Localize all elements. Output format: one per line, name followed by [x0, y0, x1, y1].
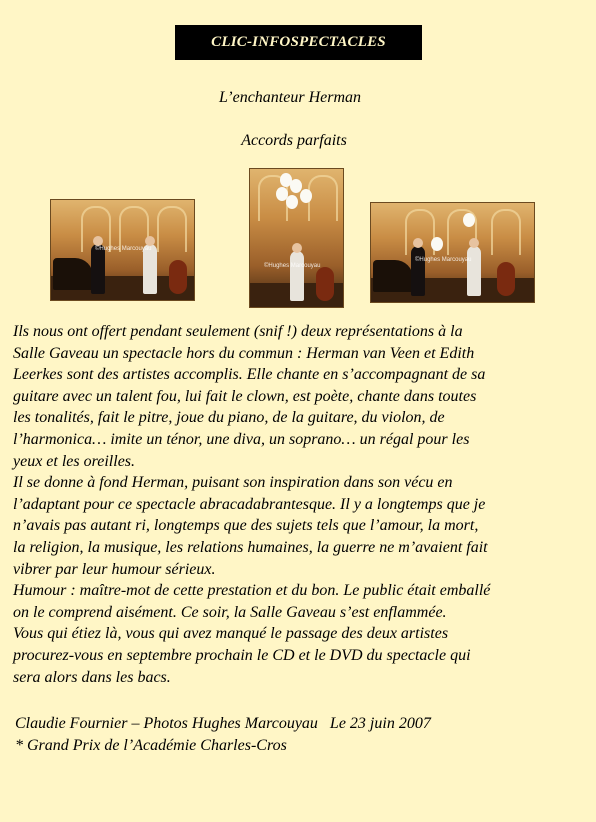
concert-photo-right: [370, 202, 535, 303]
article-line: n’avais pas autant ri, longtemps que des sujets tels que l’amour, la mort,: [13, 517, 479, 535]
article-title: L’enchanteur Herman: [218, 89, 362, 106]
concert-photo-center: [249, 168, 344, 308]
article-line: Ils nous ont offert pendant seulement (snif !) deux représentations à la: [13, 323, 463, 340]
concert-photo-left: [50, 199, 195, 301]
article-body: [13, 321, 593, 688]
article-line: Vous qui étiez là, vous qui avez manqué le passage des deux artistes: [13, 625, 449, 643]
article-line: Leerkes sont des artistes accomplis. Elle chante en s’accompagnant de sa: [13, 366, 486, 384]
article-line: guitare avec un talent fou, lui fait le clown, est poète, chante dans toutes: [13, 387, 477, 405]
article-footer: [15, 713, 595, 756]
article-subtitle: Accords parfaits: [241, 132, 347, 149]
article-line: procurez-vous en septembre prochain le CD et le DVD du spectacle qui: [13, 646, 471, 664]
author-credit: Claudie Fournier – Photos Hughes Marcouyau Le 23 juin 2007: [15, 715, 431, 732]
article-line: les tonalités, fait le pitre, joue du piano, de la guitare, du violon, de: [13, 409, 445, 427]
photo-watermark: ©Hughes Marcouyau: [264, 263, 321, 269]
article-line: on le comprend aisément. Ce soir, la Salle Gaveau s’est enflammée.: [13, 603, 447, 621]
article-line: yeux et les oreilles.: [13, 452, 136, 470]
article-line: Humour : maître-mot de cette prestation et du bon. Le public était emballé: [13, 582, 491, 600]
banner-text: CLIC-INFOSPECTACLES: [211, 34, 386, 50]
award-note: * Grand Prix de l’Académie Charles-Cros: [15, 736, 287, 754]
article-line: Il se donne à fond Herman, puisant son inspiration dans son vécu en: [13, 474, 453, 492]
article-line: l’harmonica… imite un ténor, une diva, un soprano… un régal pour les: [13, 430, 470, 448]
article-line: Salle Gaveau un spectacle hors du commun : Herman van Veen et Edith: [13, 344, 475, 362]
article-line: vibrer par leur humour sérieux.: [13, 560, 216, 578]
photo-watermark: ©Hughes Marcouyau: [415, 257, 472, 263]
site-banner: [175, 25, 422, 60]
article-line: l’adaptant pour ce spectacle abracadabrantesque. Il y a longtemps que je: [13, 495, 486, 513]
article-line: la religion, la musique, les relations humaines, la guerre ne m’avaient fait: [13, 538, 488, 556]
photo-watermark: ©Hughes Marcouyau: [95, 246, 152, 252]
article-line: sera alors dans les bacs.: [13, 668, 171, 686]
